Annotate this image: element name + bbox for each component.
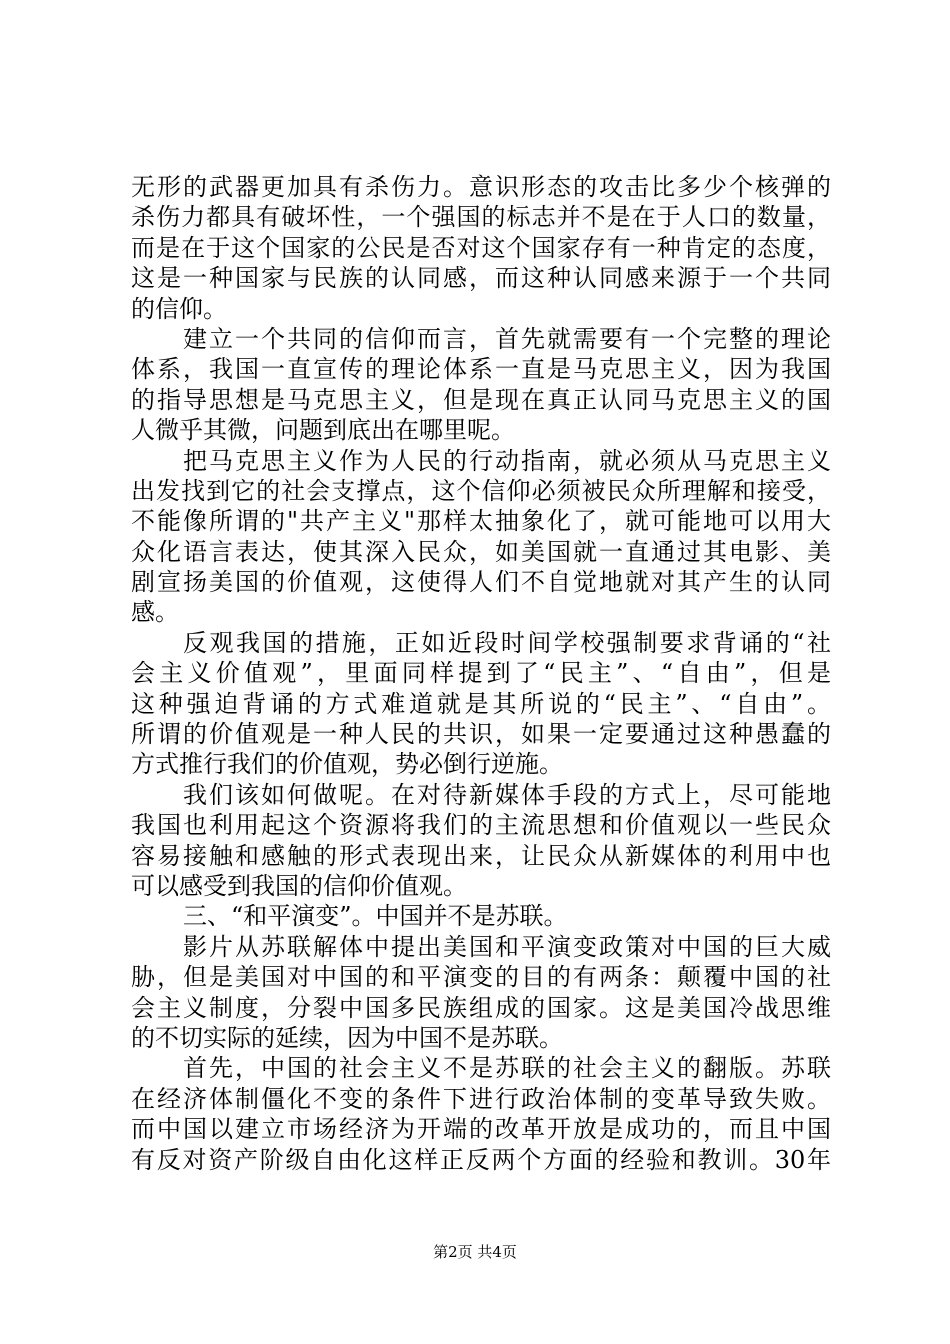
text-line: 杀伤力都具有破坏性，一个强国的标志并不是在于人口的数量， [131,203,831,232]
text-line: 出发找到它的社会支撑点，这个信仰必须被民众所理解和接受， [131,476,831,505]
text-line: 感。 [131,598,179,627]
text-line: 众化语言表达，使其深入民众，如美国就一直通过其电影、美 [131,537,831,566]
text-line: 胁，但是美国对中国的和平演变的目的有两条：颠覆中国的社 [131,963,831,992]
text-line: 在经济体制僵化不变的条件下进行政治体制的变革导致失败。 [131,1084,831,1113]
text-line: 的指导思想是马克思主义，但是现在真正认同马克思主义的国 [131,385,831,414]
text-line: 有反对资产阶级自由化这样正反两个方面的经验和教训。30年 [131,1145,831,1174]
text-line: 把马克思主义作为人民的行动指南，就必须从马克思主义 [183,446,831,475]
text-line: 建立一个共同的信仰而言，首先就需要有一个完整的理论 [183,324,831,353]
text-line: 而中国以建立市场经济为开端的改革开放是成功的，而且中国 [131,1115,831,1144]
text-line: 剧宣扬美国的价值观，这使得人们不自觉地就对其产生的认同 [131,568,831,597]
text-line: 这种强迫背诵的方式难道就是其所说的“民主”、“自由”。 [131,689,831,718]
text-line: 可以感受到我国的信仰价值观。 [131,871,467,900]
text-line: 容易接触和感触的形式表现出来，让民众从新媒体的利用中也 [131,841,831,870]
text-line: 的不切实际的延续，因为中国不是苏联。 [131,1023,563,1052]
text-line: 这是一种国家与民族的认同感，而这种认同感来源于一个共同 [131,264,831,293]
text-line: 我们该如何做呢。在对待新媒体手段的方式上，尽可能地 [183,780,831,809]
text-line: 首先，中国的社会主义不是苏联的社会主义的翻版。苏联 [183,1054,831,1083]
text-line: 影片从苏联解体中提出美国和平演变政策对中国的巨大威 [183,932,831,961]
page-footer: 第2页 共4页 [433,1243,517,1261]
text-line: 我国也利用起这个资源将我们的主流思想和价值观以一些民众 [131,811,831,840]
text-line: 会主义制度，分裂中国多民族组成的国家。这是美国冷战思维 [131,993,831,1022]
text-line: 而是在于这个国家的公民是否对这个国家存有一种肯定的态度， [131,233,831,262]
text-line: 会主义价值观”，里面同样提到了“民主”、“自由”，但是 [131,659,831,688]
text-line: 不能像所谓的"共产主义"那样太抽象化了，就可能地可以用大 [131,507,831,536]
text-line: 的信仰。 [131,294,227,323]
text-line: 体系，我国一直宣传的理论体系一直是马克思主义，因为我国 [131,355,831,384]
text-line: 无形的武器更加具有杀伤力。意识形态的攻击比多少个核弹的 [131,173,831,201]
text-line: 三、“和平演变”。中国并不是苏联。 [183,902,568,931]
text-line: 所谓的价值观是一种人民的共识，如果一定要通过这种愚蠢的 [131,720,831,749]
text-line: 反观我国的措施，正如近段时间学校强制要求背诵的“社 [183,628,831,657]
text-line: 人微乎其微，问题到底出在哪里呢。 [131,416,515,445]
document-body [131,172,831,1175]
text-line: 方式推行我们的价值观，势必倒行逆施。 [131,750,563,779]
